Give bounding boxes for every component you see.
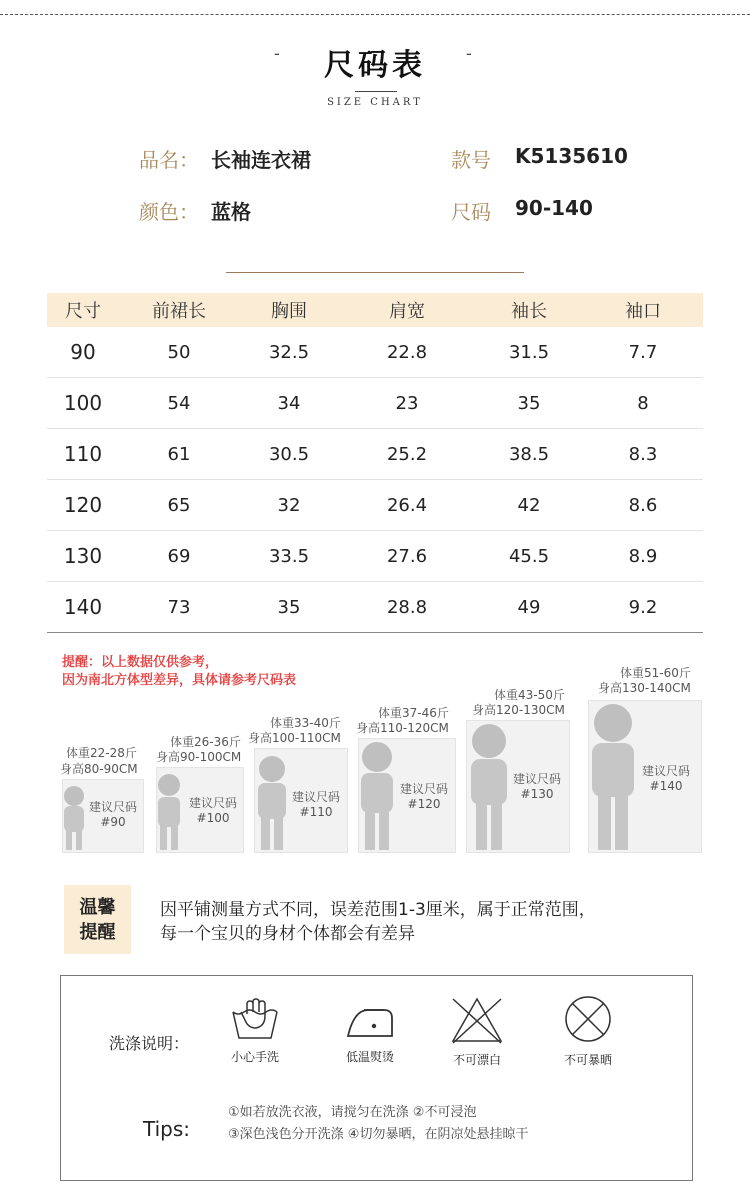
table-row: [47, 531, 703, 582]
kid-height: 身高90-100CM: [156, 750, 242, 764]
child-silhouette-icon: [466, 722, 512, 852]
title-dash-left: -: [274, 44, 280, 63]
page-title: 尺码表: [324, 48, 426, 83]
style-number-label: 款号: [451, 148, 491, 172]
no-tumble-dry-icon: [558, 993, 618, 1045]
header-shoulder: 肩宽: [389, 301, 425, 322]
product-name-value: 长袖连衣裙: [211, 148, 311, 172]
table-cell: 50: [167, 341, 191, 363]
child-silhouette-icon: [154, 772, 184, 852]
care-caption: 小心手洗: [230, 1050, 279, 1064]
size-table: [47, 293, 703, 633]
table-cell: 34: [277, 392, 301, 414]
kid-weight: 体重33-40斤: [270, 716, 341, 730]
table-row: [47, 327, 703, 378]
suggest-text: 建议尺码: [291, 790, 340, 804]
care-item-no-bleach: [432, 995, 522, 1068]
care-caption: 低温熨烫: [345, 1050, 394, 1064]
kid-suggest-label: [508, 772, 566, 802]
care-label: 洗涤说明：: [109, 1034, 190, 1053]
table-cell: 120: [63, 493, 103, 517]
tips-line-2: ③深色浅色分开洗涤 ④切勿暴晒，在阴凉处悬挂晾干: [228, 1127, 529, 1142]
warm-tip-line-2: 每一个宝贝的身材个体都会有差异: [160, 924, 415, 944]
size-range-value: 90-140: [515, 196, 593, 220]
top-dashed-divider: [0, 14, 750, 15]
table-cell: 61: [167, 443, 191, 465]
child-silhouette-icon: [60, 784, 88, 852]
care-caption: 不可漂白: [452, 1053, 501, 1067]
table-cell: 65: [167, 494, 191, 516]
reminder-line-2: 因为南北方体型差异，具体请参考尺码表: [62, 673, 297, 688]
title-underline: [355, 91, 397, 92]
warm-tip-badge: [64, 885, 131, 954]
kid-height: 身高130-140CM: [598, 681, 691, 695]
page-subtitle: SIZE CHART: [327, 97, 423, 108]
kid-suggest-label: [636, 764, 696, 794]
table-cell: 69: [167, 545, 191, 567]
table-cell: 100: [63, 391, 103, 415]
kid-weight: 体重51-60斤: [620, 666, 691, 680]
table-cell: 45.5: [508, 545, 550, 567]
kid-height: 身高100-110CM: [248, 731, 341, 745]
hand-wash-icon: [225, 998, 285, 1042]
suggest-text: 建议尺码: [512, 772, 561, 786]
table-cell: 32.5: [268, 341, 310, 363]
title-dash-right: -: [466, 44, 472, 63]
kid-suggest-label: [396, 782, 452, 812]
table-cell: 35: [517, 392, 541, 414]
header-sleeve-length: 袖长: [511, 301, 547, 322]
table-cell: 110: [63, 442, 103, 466]
style-number-value: K5135610: [515, 144, 628, 168]
low-iron-icon: [340, 998, 400, 1042]
table-cell: 90: [70, 340, 96, 364]
suggest-size: #120: [407, 797, 441, 811]
warm-tip-label-1: 温馨: [79, 896, 116, 918]
care-caption: 不可暴晒: [563, 1053, 612, 1067]
child-silhouette-icon: [254, 754, 290, 852]
suggest-size: #110: [299, 805, 333, 819]
suggest-size: #100: [196, 811, 230, 825]
table-row: [47, 429, 703, 480]
size-range-label: 尺码: [451, 200, 491, 224]
suggest-text: 建议尺码: [399, 782, 448, 796]
product-name-label: 品名：: [139, 148, 199, 172]
color-value: 蓝格: [211, 200, 251, 224]
table-cell: 28.8: [386, 596, 428, 618]
no-bleach-icon: [447, 995, 507, 1045]
suggest-size: #130: [520, 787, 554, 801]
table-cell: 8.9: [628, 545, 658, 567]
header-size: 尺寸: [65, 301, 101, 322]
table-cell: 30.5: [268, 443, 310, 465]
table-cell: 38.5: [508, 443, 550, 465]
table-cell: 31.5: [508, 341, 550, 363]
table-cell: 8.6: [628, 494, 658, 516]
table-cell: 22.8: [386, 341, 428, 363]
table-cell: 42: [517, 494, 541, 516]
tips-line-1: ①如若放洗衣液，请搅匀在洗涤 ②不可浸泡: [228, 1105, 477, 1120]
table-cell: 49: [517, 596, 541, 618]
kid-suggest-label: [86, 800, 140, 830]
info-divider: [226, 272, 524, 273]
care-item-no-sun: [543, 993, 633, 1068]
table-cell: 25.2: [386, 443, 428, 465]
child-silhouette-icon: [586, 702, 640, 852]
kid-weight: 体重37-46斤: [378, 706, 449, 720]
size-table-header: [47, 293, 703, 327]
kid-height: 身高120-130CM: [472, 703, 565, 717]
kid-suggest-label: [288, 790, 344, 820]
kid-weight: 体重43-50斤: [494, 688, 565, 702]
table-cell: 73: [167, 596, 191, 618]
suggest-text: 建议尺码: [188, 796, 237, 810]
table-cell: 130: [63, 544, 103, 568]
header-front-length: 前裙长: [152, 301, 206, 322]
warm-tip-label-2: 提醒: [79, 921, 116, 943]
table-row: [47, 378, 703, 429]
warm-tip-line-1: 因平铺测量方式不同，误差范围1-3厘米，属于正常范围，: [160, 900, 596, 920]
table-cell: 27.6: [386, 545, 428, 567]
header-chest: 胸围: [271, 301, 307, 322]
table-cell: 8: [637, 392, 649, 414]
tips-text: [228, 1102, 528, 1146]
tips-label: Tips:: [143, 1117, 191, 1141]
table-row: [47, 480, 703, 531]
reminder-line-1: 提醒：以上数据仅供参考，: [62, 655, 219, 670]
kid-suggest-label: [186, 796, 240, 826]
table-cell: 7.7: [628, 341, 658, 363]
table-cell: 140: [63, 595, 103, 619]
kid-height: 身高110-120CM: [356, 721, 449, 735]
color-label: 颜色：: [139, 200, 199, 224]
kids-size-guide: [0, 660, 750, 860]
table-cell: 33.5: [268, 545, 310, 567]
table-row: [47, 582, 703, 633]
suggest-size: #90: [100, 815, 126, 829]
table-cell: 8.3: [628, 443, 658, 465]
care-item-low-iron: [325, 998, 415, 1065]
suggest-size: #140: [649, 779, 683, 793]
header-cuff: 袖口: [625, 301, 661, 322]
table-cell: 54: [167, 392, 191, 414]
table-cell: 23: [395, 392, 419, 414]
kid-height: 身高80-90CM: [60, 762, 138, 776]
table-cell: 9.2: [628, 596, 658, 618]
care-item-hand-wash: [210, 998, 300, 1065]
table-cell: 35: [277, 596, 301, 618]
warm-tip-text: [160, 898, 596, 946]
table-cell: 26.4: [386, 494, 428, 516]
child-silhouette-icon: [356, 740, 398, 852]
table-cell: 32: [277, 494, 301, 516]
suggest-text: 建议尺码: [641, 764, 690, 778]
suggest-text: 建议尺码: [88, 800, 137, 814]
kid-weight: 体重22-28斤: [66, 746, 137, 760]
kid-weight: 体重26-36斤: [170, 735, 241, 749]
